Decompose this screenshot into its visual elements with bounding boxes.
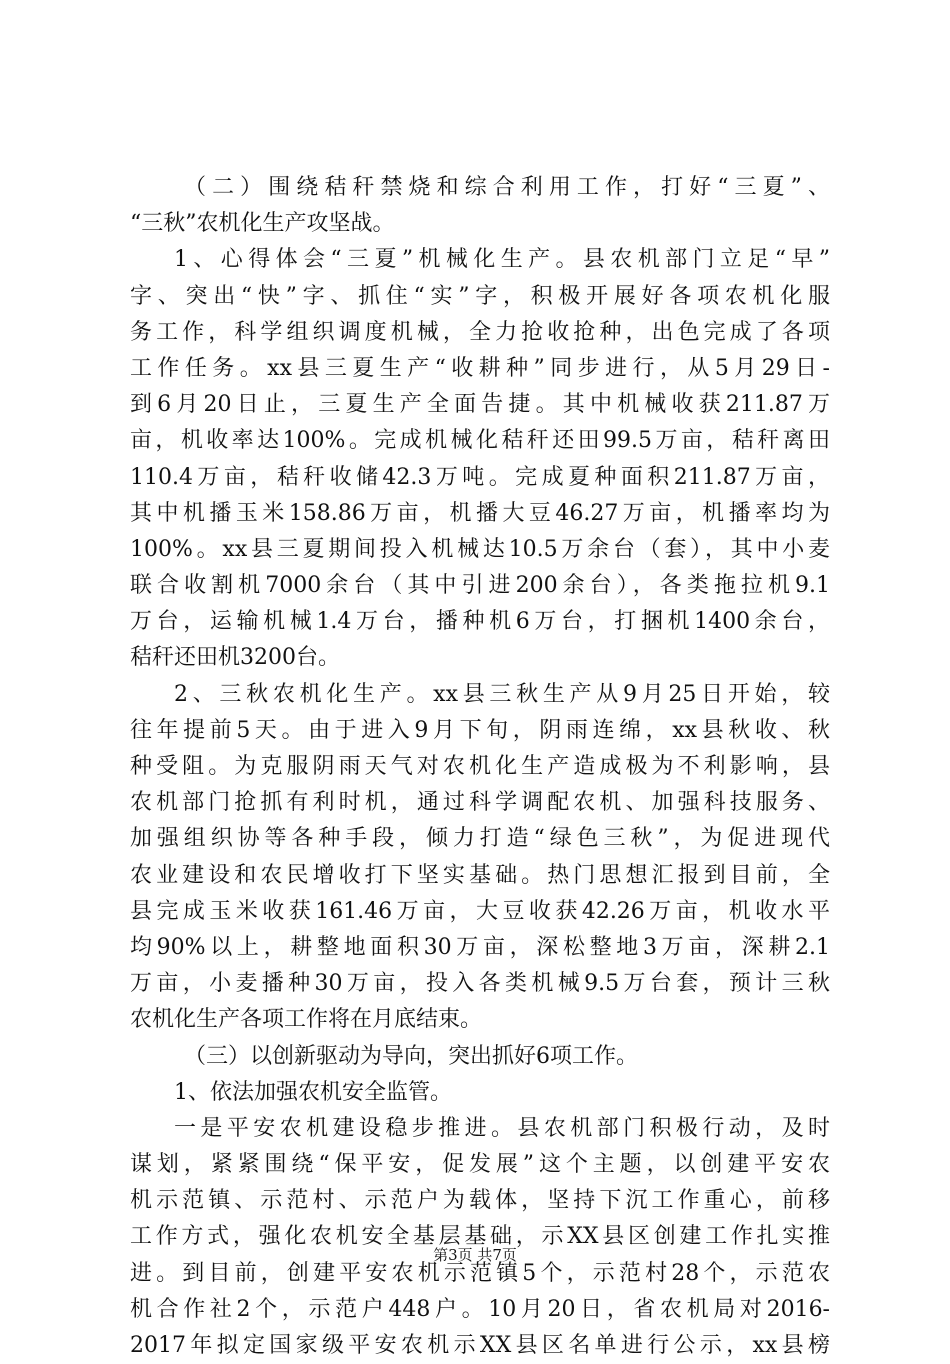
paragraph-line: 2017年拟定国家级平安农机示XX县区名单进行公示，xx县榜 bbox=[130, 1333, 830, 1358]
subsection-heading: 1、依法加强农机安全监管。 bbox=[174, 1079, 452, 1105]
section-heading-2-cont: “三秋”农机化生产攻坚战。 bbox=[130, 211, 395, 237]
section-heading-2: （二）围绕秸秆禁烧和综合利用工作，打好“三夏”、 bbox=[184, 175, 830, 200]
paragraph-line: 机示范镇、示范村、示范户为载体，坚持下沉工作重心，前移 bbox=[130, 1188, 830, 1214]
paragraph-line: 务工作，科学组织调度机械，全力抢收抢种，出色完成了各项 bbox=[130, 319, 830, 345]
paragraph-line: 均90%以上，耕整地面积30万亩，深松整地3万亩，深耕2.1 bbox=[130, 934, 830, 960]
paragraph-line: 往年提前5天。由于进入9月下旬，阴雨连绵，xx县秋收、秋 bbox=[130, 717, 830, 743]
paragraph-line: 1、心得体会“三夏”机械化生产。县农机部门立足“早” bbox=[174, 247, 830, 273]
paragraph-line: 秸秆还田机3200台。 bbox=[130, 645, 340, 671]
paragraph-line: 万台，运输机械1.4万台，播种机6万台，打捆机1400余台， bbox=[130, 609, 830, 635]
document-body bbox=[130, 170, 830, 1364]
paragraph-line: 工作方式，强化农机安全基层基础，示XX县区创建工作扎实推 bbox=[130, 1224, 830, 1250]
paragraph-line: 100%。xx县三夏期间投入机械达10.5万余台（套），其中小麦 bbox=[130, 536, 830, 562]
paragraph-line: 种受阻。为克服阴雨天气对农机化生产造成极为不利影响，县 bbox=[130, 754, 830, 779]
paragraph-line: 110.4万亩，秸秆收储42.3万吨。完成夏种面积211.87万亩， bbox=[130, 464, 830, 490]
paragraph-line: 机合作社2个，示范户448户。10月20日，省农机局对2016- bbox=[130, 1296, 830, 1322]
paragraph-line: 2、三秋农机化生产。xx县三秋生产从9月25日开始，较 bbox=[174, 681, 830, 707]
paragraph-line: 字、突出“快”字、抓住“实”字，积极开展好各项农机化服 bbox=[130, 283, 830, 309]
paragraph-line: 其中机播玉米158.86万亩，机播大豆46.27万亩，机播率均为 bbox=[130, 500, 830, 526]
paragraph-line: 联合收割机7000余台（其中引进200余台），各类拖拉机9.1 bbox=[130, 573, 830, 599]
section-heading-3: （三）以创新驱动为导向，突出抓好6项工作。 bbox=[184, 1043, 638, 1069]
paragraph-line: 到6月20日止，三夏生产全面告捷。其中机械收获211.87万 bbox=[130, 392, 830, 418]
paragraph-line: 加强组织协等各种手段，倾力打造“绿色三秋”，为促进现代 bbox=[130, 826, 830, 852]
paragraph-line: 工作任务。xx县三夏生产“收耕种”同步进行，从5月29日- bbox=[130, 355, 830, 381]
paragraph-line: 县完成玉米收获161.46万亩，大豆收获42.26万亩，机收水平 bbox=[130, 898, 830, 924]
paragraph-line: 亩，机收率达100%。完成机械化秸秆还田99.5万亩，秸秆离田 bbox=[130, 428, 830, 454]
paragraph-line: 农机化生产各项工作将在月底结束。 bbox=[130, 1007, 483, 1033]
paragraph-line: 农机部门抢抓有利时机，通过科学调配农机、加强科技服务、 bbox=[130, 790, 830, 816]
paragraph-line: 一是平安农机建设稳步推进。县农机部门积极行动，及时 bbox=[174, 1115, 830, 1141]
paragraph-line: 农业建设和农民增收打下坚实基础。热门思想汇报到目前，全 bbox=[130, 862, 830, 888]
page-number-footer: 第3页 共7页 bbox=[433, 1246, 517, 1264]
paragraph-line: 万亩，小麦播种30万亩，投入各类机械9.5万台套，预计三秋 bbox=[130, 971, 830, 997]
paragraph-line: 进。到目前，创建平安农机示范镇5个，示范村28个，示范农 bbox=[130, 1260, 830, 1286]
paragraph-line: 谋划，紧紧围绕“保平安，促发展”这个主题，以创建平安农 bbox=[130, 1152, 830, 1178]
